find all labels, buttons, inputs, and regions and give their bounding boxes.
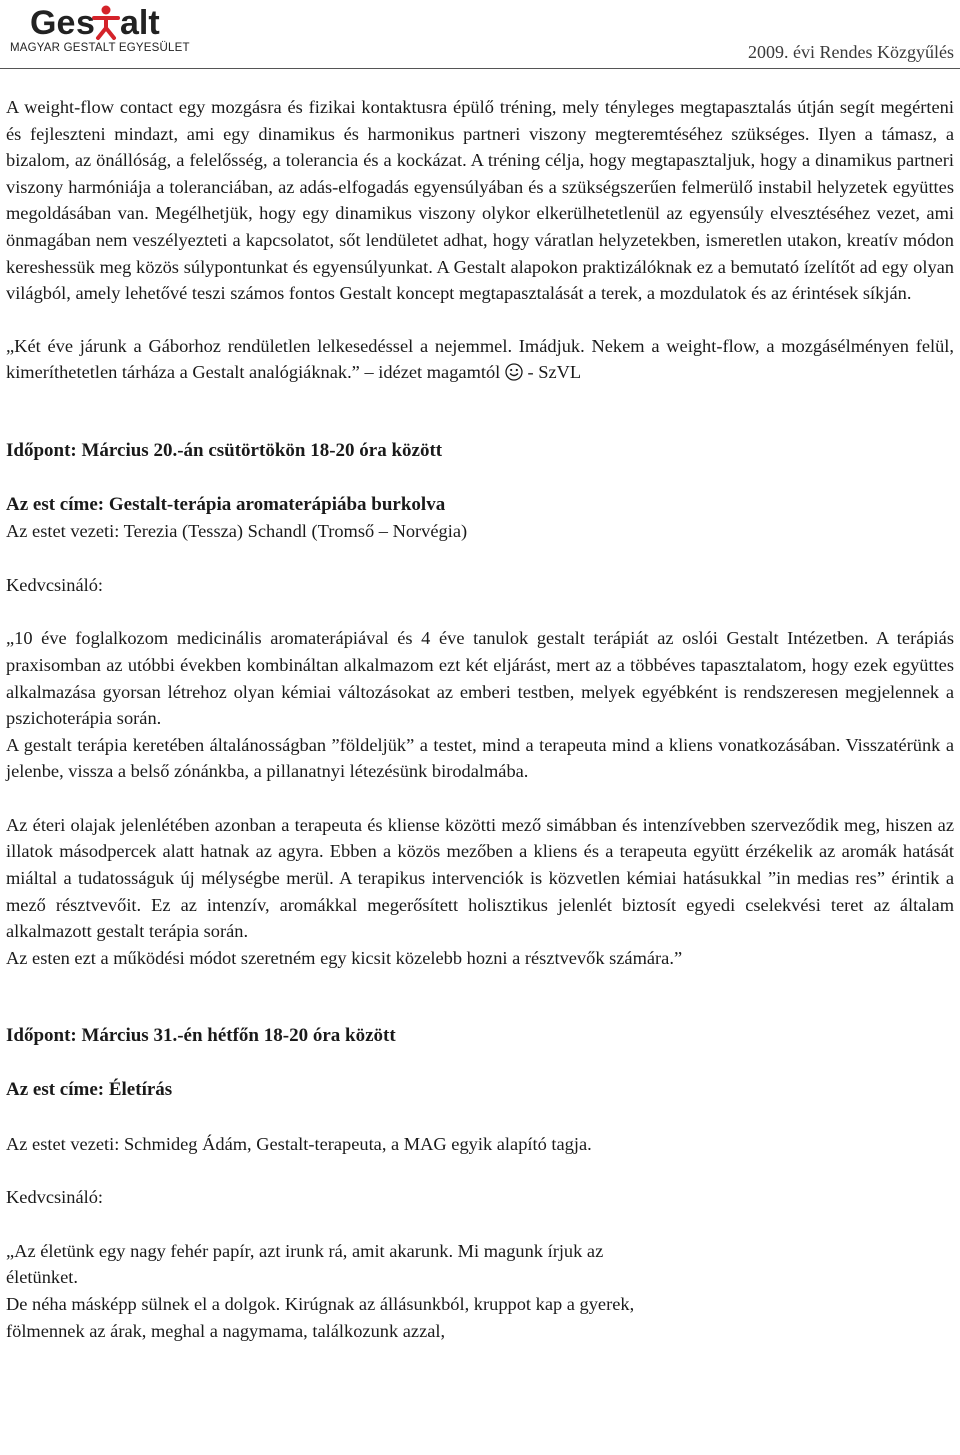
event1-teaser-paragraph-3: Az éteri olajak jelenlétében azonban a terapeuta és kliense közötti mező simábban és intenzívebben szerveződik meg, hiszen az illatok másodpercek alatt hatnak az agyra. Ebben a közös mezőben a kliens és a terapeuta együtt érzékelik az aromák hatását miáltal a tudatosságuk új mélységbe merül. A terapikus intervenciók is közvetlen kémiai hatásukkal ”in medias res” érintik a mező résztvevőit. Ez az intenzív, aromákkal megerősített holisztikus jelenlét biztosít egyedi cselekvési teret az általam alkalmazott gestalt terápia során.	[6, 814, 954, 942]
event2-teaser-label: Kedvcsináló:	[6, 1187, 104, 1208]
document-event-title: 2009. évi Rendes Közgyűlés	[748, 42, 954, 62]
document-body	[6, 94, 954, 1344]
event1-teaser-label: Kedvcsináló:	[6, 574, 104, 595]
logo-subtitle: MAGYAR GESTALT EGYESÜLET	[10, 42, 190, 54]
event1-teaser-paragraph-1: „10 éve foglalkozom medicinális aromaterápiával és 4 éve tanulok gestalt terápiát az oslói Gestalt Intézetben. A terápiás praxisomban az utóbbi években kombináltan alkalmazom ezt két eljárást, mert az a többéves tapasztalatom, hogy ezek együttes alkalmazása gyorsan létrehoz olyan kémiai változásokat az emberi testben, melyek egyébként is rendszeresen megjelennek a pszichoterápia során.	[6, 628, 954, 729]
event1-teaser-paragraph-2: A gestalt terápia keretében általánosságban ”földeljük” a testet, mind a terapeuta mind a kliens vonatkozásában. Visszatérünk a jelenbe, vissza a belső zónánkba, a pillanatnyi létezésünk birodalmába.	[6, 734, 954, 782]
spacer	[6, 785, 954, 812]
event2-time: Időpont: Március 31.-én hétfőn 18-20 óra között	[6, 1025, 396, 1047]
event1-leader: Az estet vezeti: Terezia (Tessza) Schandl (Tromső – Norvégia)	[6, 521, 468, 542]
event2-title: Az est címe: Életírás	[6, 1079, 173, 1101]
spacer	[6, 465, 954, 492]
spacer	[6, 545, 954, 572]
svg-text:alt: alt	[120, 4, 160, 42]
intro-quote-signature: - SzVL	[527, 362, 582, 383]
gestalt-logo	[8, 2, 188, 60]
event1-title: Az est címe: Gestalt-terápia aromaterápiába burkolva	[6, 493, 446, 515]
spacer	[6, 1157, 954, 1184]
page-header	[0, 0, 960, 74]
spacer	[6, 386, 954, 438]
spacer	[6, 1050, 954, 1077]
spacer	[6, 971, 954, 1023]
event1-time: Időpont: Március 20.-án csütörtökön 18-20 óra között	[6, 439, 443, 461]
svg-text:s: s	[76, 4, 95, 42]
event1-teaser-paragraph-4: Az esten ezt a működési módot szeretném egy kicsit közelebb hozni a résztvevők számára.”	[6, 947, 683, 968]
spacer	[6, 1104, 954, 1131]
spacer	[6, 598, 954, 625]
event2-teaser-line-1: „Az életünk egy nagy fehér papír, azt irunk rá, amit akarunk. Mi magunk írjuk az életünket.	[6, 1240, 604, 1288]
header-divider	[0, 68, 960, 69]
intro-quote	[6, 333, 954, 386]
logo-wordmark-graphic	[30, 2, 180, 42]
smiley-icon	[505, 363, 523, 381]
svg-text:Ge: Ge	[30, 4, 76, 42]
event2-leader: Az estet vezeti: Schmideg Ádám, Gestalt-terapeuta, a MAG egyik alapító tagja.	[6, 1133, 592, 1154]
event2-teaser-line-2: De néha másképp sülnek el a dolgok. Kirúgnak az állásunkból, kruppot kap a gyerek, fölmennek az árak, meghal a nagymama, találkozunk azzal,	[6, 1294, 635, 1341]
intro-quote-text: „Két éve járunk a Gáborhoz rendületlen lelkesedéssel a nejemmel. Imádjuk. Nekem a weight-flow, a mozgásélményen felül, kimeríthetetlen tárháza a Gestalt analógiáknak.” – idézet magamtól	[6, 335, 954, 383]
intro-paragraph: A weight-flow contact egy mozgásra és fizikai kontaktusra épülő tréning, mely tényleges megtapasztalás útján segít megérteni és fejleszteni mindazt, ami egy dinamikus és harmonikus partneri viszony megteremtéséhez szükséges. Ilyen a támasz, a bizalom, az önállóság, a felelősség, a tolerancia és a kockázat. A tréning célja, hogy megtapasztaljuk, hogy a dinamikus partneri viszony harmóniája a toleranciában, az adás-elfogadás egyensúlyában és a szükségszerűen felmerülő instabil helyzetek együttes megoldásában van. Megélhetjük, hogy egy dinamikus viszony olykor elkerülhetetlenül az egyensúly elvesztéséhez vezet, ami önmagában nem veszélyezteti a kapcsolatot, sőt lendületet adhat, hogy váratlan helyzetekben, ismeretlen utakon, kreatív módon kereshessük meg közös súlypontunkat és egyensúlyunkat. A Gestalt alapokon praktizálóknak ez a bemutató ízelítőt ad egy olyan világból, amely lehetővé teszi számos fontos Gestalt koncept megtapasztalását a terek, a mozdulatok és az érintések síkján.	[6, 97, 954, 304]
spacer	[6, 1211, 954, 1238]
